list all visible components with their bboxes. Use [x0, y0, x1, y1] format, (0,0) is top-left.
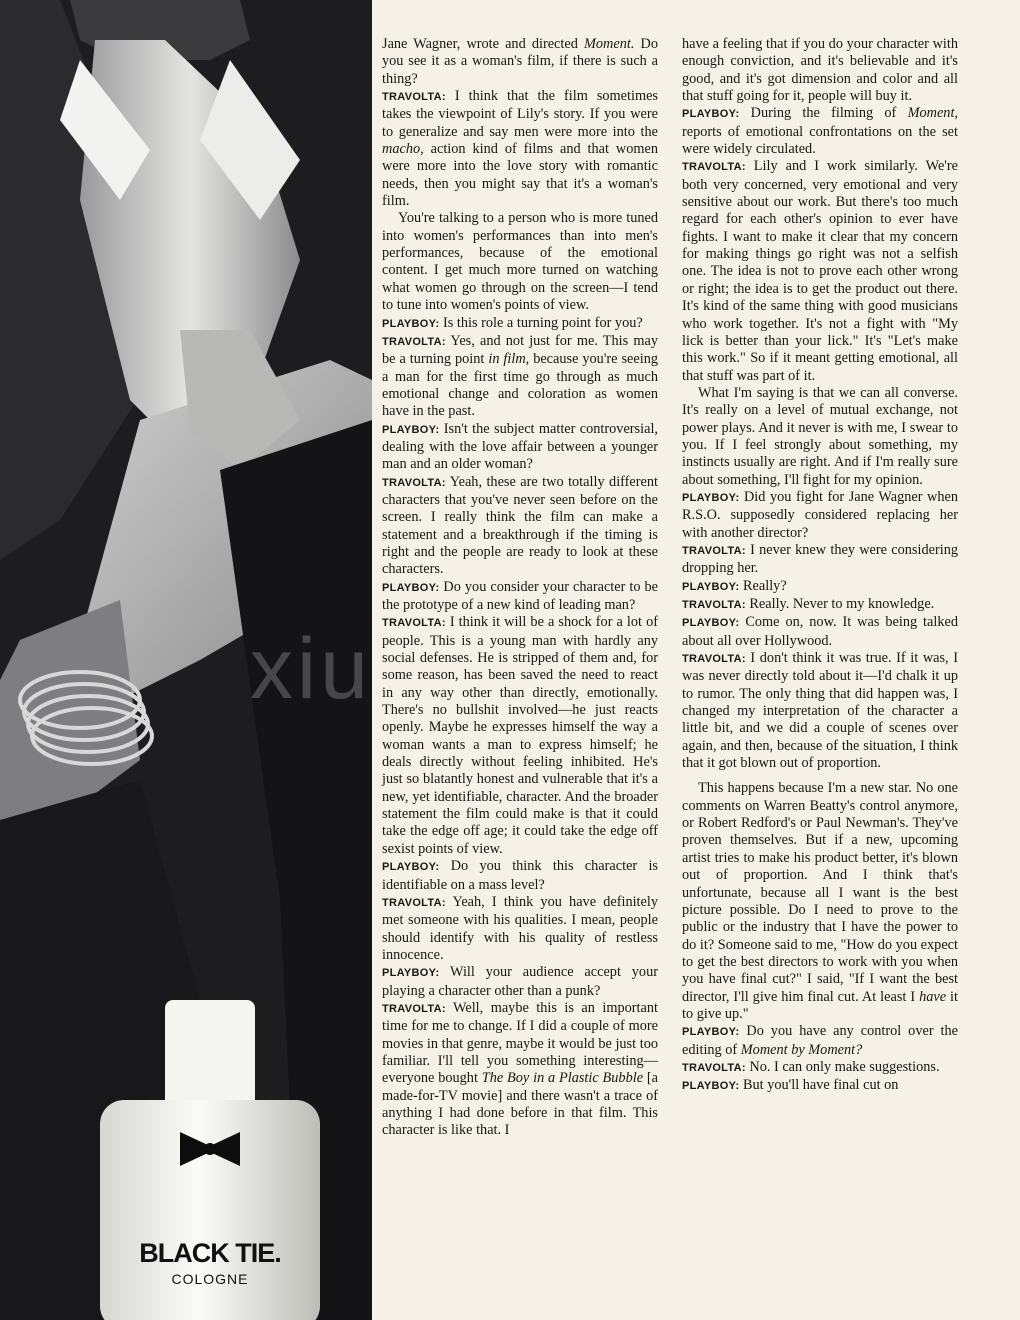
interview-paragraph — [682, 1059, 958, 1077]
speaker-label: TRAVOLTA: — [382, 91, 446, 104]
interview-paragraph — [682, 578, 958, 596]
article-column-left — [382, 36, 658, 1140]
interview-paragraph — [382, 858, 658, 894]
paragraph-text: Yes, and not just for me. This may be a turning point — [382, 332, 658, 368]
article-paragraph — [682, 385, 958, 489]
paragraph-text: Come on, now. It was being talked about all over Hollywood. — [682, 614, 958, 649]
ad-product: COLOGNE — [171, 1271, 249, 1287]
interview-paragraph — [382, 614, 658, 858]
ad-brand: BLACK TIE. — [139, 1238, 281, 1268]
italic-title: in film, — [488, 351, 530, 368]
article-paragraph — [382, 36, 658, 88]
italic-title: Moment, — [907, 105, 958, 122]
paragraph-text: reports of emotional confrontations on the set were widely circulated. — [682, 123, 958, 158]
paragraph-text: During the filming of — [739, 105, 908, 122]
article-paragraph — [682, 36, 958, 105]
paragraph-text: I don't think it was true. If it was, I was never directly told about it—I'd chalk it up to rumor. The only thing that did happen was, I changed my interpretation of the character a little bit, and we did a couple of scenes over again, and then, because of the situation, I think that it got blown out of proportion. — [682, 650, 958, 772]
article-paragraph — [682, 780, 958, 1023]
article-column-right — [682, 36, 958, 1096]
speaker-label: PLAYBOY: — [682, 1080, 740, 1093]
paragraph-text: Well, maybe this is an important time for me to change. If I did a couple of more movies in that genre, maybe it would be just too familiar. I'll tell you something interesting—everyone bought — [382, 999, 658, 1087]
ad-bottle-label — [110, 1238, 310, 1287]
paragraph-text: Jane Wagner, wrote and directed — [382, 36, 584, 52]
interview-paragraph — [382, 964, 658, 1000]
paragraph-text: because you're seeing a man for the first time go through as much emotional change and coloration as women have in the past. — [382, 351, 658, 420]
speaker-label: TRAVOLTA: — [682, 161, 746, 174]
paragraph-text: it to give up." — [682, 988, 958, 1022]
interview-paragraph — [382, 894, 658, 964]
paragraph-text: What I'm saying is that we can all converse. It's really on a level of mutual exchange, not power plays. And it never is with me, I swear to you. If I feel strongly about something, my instincts usually are right. And if I'm really sure about something, I'll fight for my opinion. — [682, 384, 958, 488]
paragraph-text: Did you fight for Jane Wagner when R.S.O. supposedly considered replacing her with another director? — [682, 488, 958, 541]
paragraph-text: [a made-for-TV movie] and there wasn't a trace of anything I had done before in that film. This character is like that. I — [382, 1070, 658, 1139]
interview-paragraph — [682, 489, 958, 542]
interview-paragraph — [382, 315, 658, 333]
interview-paragraph — [382, 474, 658, 579]
speaker-label: TRAVOLTA: — [382, 617, 446, 630]
paragraph-text: Lily and I work similarly. We're both very concerned, very emotional and very sensitive about our work. But there's too much regard for each other's opinion to ever have fights. I want to make it clear that my concern for making things go right was not a selfish one. The idea is not to prove each other wrong or right; the idea is to get the product out there. It's kind of the same thing with good musicians who work together. It's not a fight with "My lick is better than your lick." It's "Let's make this work." So if it meant getting emotional, all that stuff was part of it. — [682, 158, 958, 384]
speaker-label: TRAVOLTA: — [682, 653, 746, 666]
paragraph-text: Do you have any control over the editing of — [682, 1023, 958, 1058]
interview-paragraph — [382, 1000, 658, 1140]
interview-paragraph — [382, 421, 658, 474]
paragraph-text: You're talking to a person who is more tuned into women's performances than into men's performances, because of the emotional content. I get much more turned on watching what women go through on the screen—I tend to tune into women's points of view. — [382, 210, 658, 314]
speaker-label: PLAYBOY: — [682, 580, 740, 593]
speaker-label: TRAVOLTA: — [382, 1002, 446, 1015]
interview-paragraph — [682, 1023, 958, 1059]
paragraph-text: action kind of films and that women were more into the love story with romantic needs, then you might say that it's a woman's film. — [382, 141, 658, 210]
interview-paragraph — [682, 596, 958, 614]
paragraph-text: I think that the film sometimes takes the viewpoint of Lily's story. If you were to generalize and say men were more into the — [382, 88, 658, 140]
interview-paragraph — [682, 650, 958, 772]
italic-title: macho, — [382, 141, 424, 158]
paragraph-text: I never knew they were considering dropping her. — [682, 541, 958, 577]
speaker-label: PLAYBOY: — [682, 617, 740, 630]
paragraph-text: This happens because I'm a new star. No one comments on Warren Beatty's control anymore, or Robert Redford's or Paul Newman's. They've proven themselves. But if a new, upcoming artist tries to make his product better, it's blown out of proportion. And I think that's unfortunate, because all I want is the best picture possible. Do I need to prove to the public or the industry that I have the power to do it? Someone said to me, "How do you expect to get the best directors to work with you when you have final cut?" I said, "If I want the best director, I'll give him final cut. At least I — [682, 780, 958, 1005]
paragraph-text: Do you consider your character to be the prototype of a new kind of leading man? — [382, 578, 658, 613]
paragraph-text: Really. Never to my knowledge. — [745, 596, 935, 612]
paragraph-text: Really? — [739, 577, 787, 594]
speaker-label: TRAVOLTA: — [382, 476, 446, 489]
speaker-label: PLAYBOY: — [682, 491, 740, 504]
speaker-label: TRAVOLTA: — [682, 544, 746, 557]
paragraph-text: Yeah, these are two totally different characters that you've never seen before on the screen. I really think the film can make a statement and a breakthrough if the timing is right and the people are ready to look at these characters. — [382, 473, 658, 578]
speaker-label: PLAYBOY: — [682, 1026, 740, 1039]
paragraph-text: Do you think this character is identifiable on a mass level? — [382, 858, 658, 893]
speaker-label: PLAYBOY: — [382, 861, 440, 874]
speaker-label: PLAYBOY: — [382, 423, 440, 436]
italic-title: Moment. — [583, 36, 635, 52]
interview-paragraph — [682, 614, 958, 650]
interview-paragraph — [382, 333, 658, 421]
speaker-label: TRAVOLTA: — [382, 335, 446, 348]
speaker-label: TRAVOLTA: — [382, 896, 446, 909]
interview-paragraph — [382, 579, 658, 615]
interview-paragraph — [382, 88, 658, 210]
paragraph-text: have a feeling that if you do your character with enough conviction, and it's believable and it's good, and it's got dimension and color and all that stuff going for it, people will buy it. — [682, 36, 958, 105]
paragraph-text: But you'll have final cut on — [739, 1077, 899, 1094]
interview-paragraph — [682, 158, 958, 384]
interview-paragraph — [682, 1077, 958, 1095]
italic-title: Moment by Moment? — [740, 1041, 863, 1058]
interview-paragraph — [682, 542, 958, 578]
watermark: xiu — [250, 621, 372, 717]
paragraph-text: Do you see it as a woman's film, if there is such a thing? — [382, 36, 658, 87]
speaker-label: TRAVOLTA: — [682, 1061, 746, 1074]
paragraph-text: Is this role a turning point for you? — [439, 314, 643, 331]
speaker-label: PLAYBOY: — [382, 581, 440, 594]
italic-title: The Boy in a Plastic Bubble — [481, 1070, 644, 1087]
italic-title: have — [919, 988, 947, 1005]
speaker-label: PLAYBOY: — [382, 317, 440, 330]
speaker-label: TRAVOLTA: — [682, 599, 746, 611]
speaker-label: PLAYBOY: — [682, 108, 740, 121]
paragraph-text: I think it will be a shock for a lot of people. This is a young man with hardly any social defenses. He is stripped of them and, for some reason, has been saved the need to react in any way other than directly, emotionally. There's no bullshit involved—he just reacts openly. Maybe he expresses himself the way a woman wants a man to express himself; he deals directly without feeling inhibited. He's just so blatantly honest and vulnerable that it's a new, yet identifiable, character. And the broader statement the film could make is that it could take the edge off age; it could take the edge off sexist points of view. — [382, 614, 658, 857]
speaker-label: PLAYBOY: — [382, 967, 440, 980]
paragraph-text: Isn't the subject matter controversial, dealing with the love affair between a younger man and an older woman? — [382, 420, 658, 473]
paragraph-text: Will your audience accept your playing a character other than a punk? — [382, 964, 658, 999]
paragraph-text: Yeah, I think you have definitely met someone with his qualities. I mean, people should identify with his quality of restless innocence. — [382, 893, 658, 963]
interview-paragraph — [682, 105, 958, 158]
article-paragraph — [382, 210, 658, 314]
paragraph-text: No. I can only make suggestions. — [745, 1058, 940, 1075]
